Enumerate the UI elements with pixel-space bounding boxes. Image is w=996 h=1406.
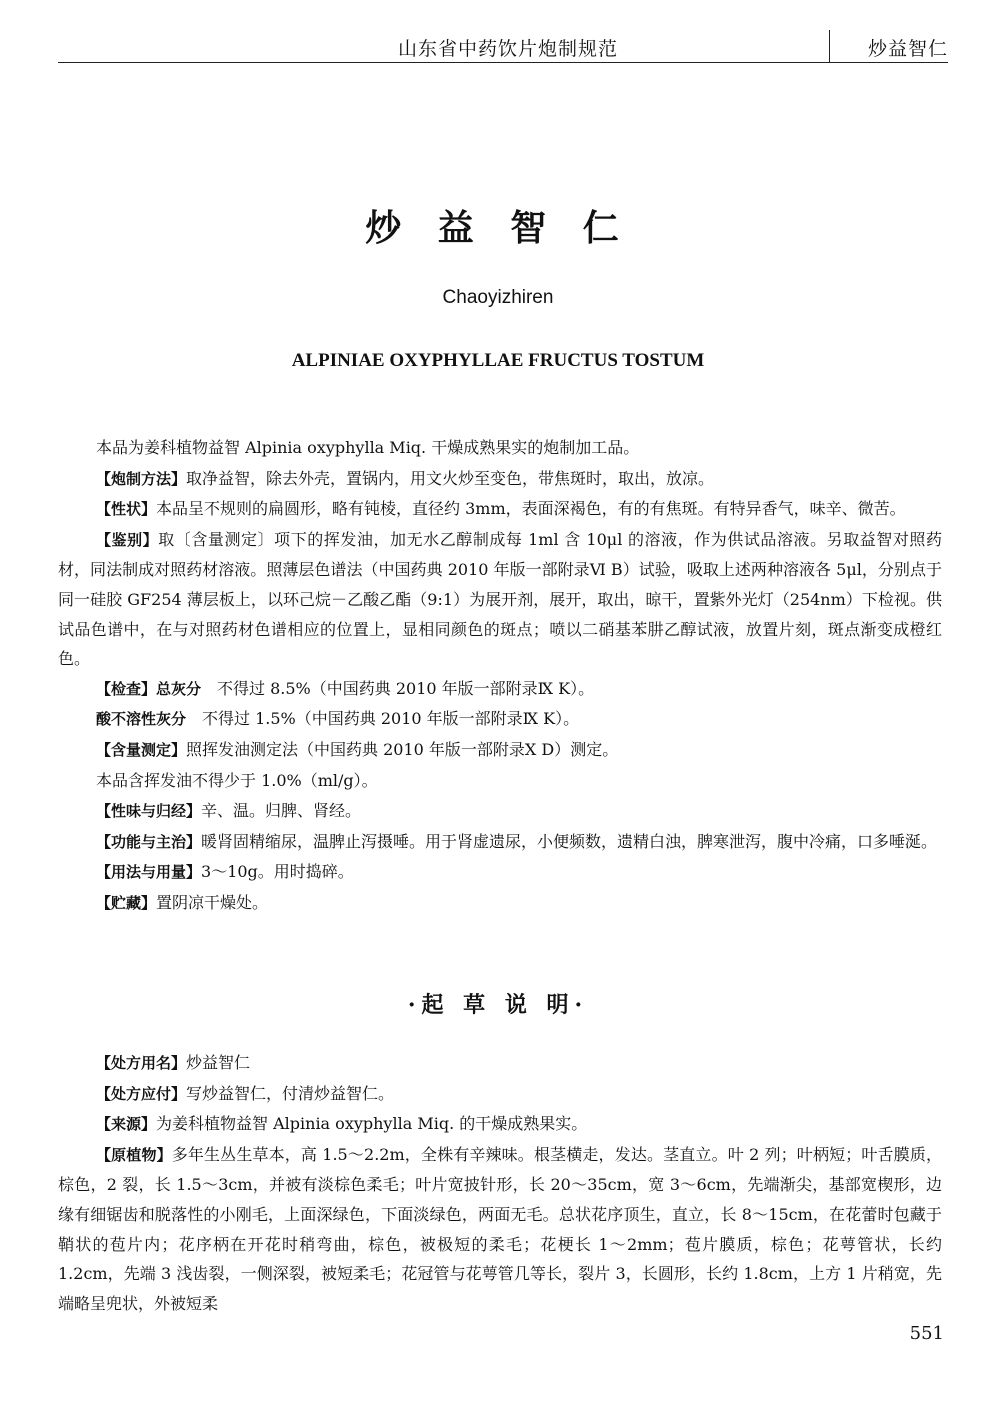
monograph-paragraph: 本品为姜科植物益智 Alpinia oxyphylla Miq. 干燥成熟果实的炮制加工品。 [96,438,640,457]
drafting-paragraph: 【处方用名】炒益智仁 [96,1053,251,1072]
monograph-paragraph: 【性味与归经】辛、温。归脾、肾经。 [96,801,362,821]
monograph-paragraph: 本品含挥发油不得少于 1.0%（ml/g）。 [96,770,378,790]
latin-title: ALPINIAE OXYPHYLLAE FRUCTUS TOSTUM [291,350,705,371]
monograph-paragraph: 酸不溶性灰分 不得过 1.5%（中国药典 2010 年版一部附录Ⅸ K）。 [96,709,580,729]
monograph-paragraph: 【性状】本品呈不规则的扁圆形，略有钝棱，直径约 3mm，表面深褐色，有的有焦斑。有特异香气，味辛、微苦。 [96,499,906,519]
monograph-paragraph: 【含量测定】照挥发油测定法（中国药典 2010 年版一部附录Ⅹ D）测定。 [96,739,619,759]
pinyin-title: Chaoyizhiren [442,287,554,308]
running-header [58,30,948,64]
monograph-paragraph: 【炮制方法】取净益智，除去外壳，置锅内，用文火炒至变色，带焦斑时，取出，放凉。 [96,468,715,488]
monograph-paragraph: 【功能与主治】暖肾固精缩尿，温脾止泻摄唾。用于肾虚遗尿，小便频数，遗精白浊，脾寒泄泻，腹中冷痛，口多唾涎。 [96,831,938,851]
drafting-paragraph: 【原植物】多年生丛生草本，高 1.5～2.2m，全株有辛辣味。根茎横走，发达。茎直立。叶 2 列；叶柄短；叶舌膜质，棕色，2 裂，长 1.5～3cm，并被有淡棕色柔毛；叶片宽披针形，长 20～35cm，宽 3～6cm，先端渐尖，基部宽楔形，边缘有细锯齿和脱落性的小刚毛，上面深绿色，下面淡绿色，两面无毛。总状花序顶生，直立，长 8～15cm，在花蕾时包藏于鞘状的苞片内；花序柄在开花时稍弯曲，棕色，被极短的柔毛；花梗长 1～2mm；苞片膜质，棕色；花萼管状，长约 1.2cm，先端 3 浅齿裂，一侧深裂，被短柔毛；花冠管与花萼管几等长，裂片 3，长圆形，长约 1.8cm，上方 1 片稍宽，先端略呈兜状，外被短柔 [58,1144,942,1313]
drafting-paragraph: 【来源】为姜科植物益智 Alpinia oxyphylla Miq. 的干燥成熟果实。 [96,1114,588,1134]
page-title: 炒 益 智 仁 [365,208,631,249]
page-number: 551 [909,1323,944,1344]
monograph-paragraph: 【检查】总灰分 不得过 8.5%（中国药典 2010 年版一部附录Ⅸ K）。 [96,678,595,698]
monograph-paragraph: 【鉴别】取〔含量测定〕项下的挥发油，加无水乙醇制成每 1ml 含 10μl 的溶液，作为供试品溶液。另取益智对照药材，同法制成对照药材溶液。照薄层色谱法（中国药典 2010 年版一部附录Ⅵ B）试验，吸取上述两种溶液各 5μl，分别点于同一硅胶 GF254 薄层板上，以环己烷－乙酸乙酯（9:1）为展开剂，展开，取出，晾干，置紫外光灯（254nm）下检视。供试品色谱中，在与对照药材色谱相应的位置上，显相同颜色的斑点；喷以二硝基苯肼乙醇试液，放置片刻，斑点渐变成橙红色。 [58,529,942,669]
drafting-paragraph: 【处方应付】写炒益智仁，付清炒益智仁。 [96,1083,395,1103]
book-title: 山东省中药饮片炮制规范 [398,38,619,60]
monograph-paragraph: 【用法与用量】3～10g。用时捣碎。 [96,862,354,882]
section-title: 炒益智仁 [867,38,948,60]
header-rule [58,62,948,63]
drafting-body [58,1048,942,1318]
monograph-body [58,433,942,919]
monograph-paragraph: 【贮藏】置阴凉干燥处。 [96,892,269,912]
header-divider [829,30,830,62]
drafting-notes-title: ·起 草 说 明· [407,992,589,1018]
